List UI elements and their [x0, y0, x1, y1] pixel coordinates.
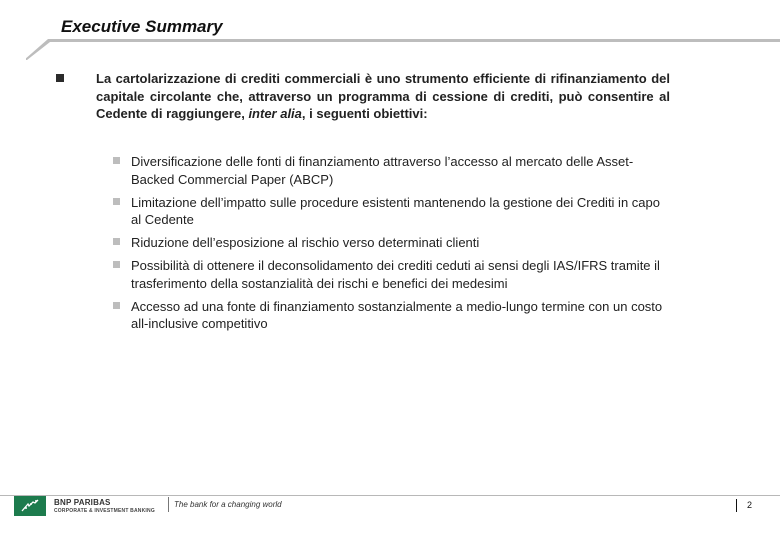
page-number: 2 — [747, 500, 753, 510]
brand-name: BNP PARIBAS — [54, 498, 111, 507]
bnp-stars-icon — [20, 499, 40, 513]
main-bullet-icon — [56, 74, 64, 82]
objective-text: Diversificazione delle fonti di finanziamento attraverso l’accesso al mercato delle Asset-Backed Commercial Paper (ABCP) — [131, 154, 634, 187]
objective-text: Limitazione dell’impatto sulle procedure esistenti mantenendo la gestione dei Crediti in capo al Cedente — [131, 194, 660, 227]
logo-divider — [168, 497, 169, 512]
objective-item — [113, 257, 673, 292]
bullet-icon — [113, 302, 120, 309]
page-separator — [736, 499, 737, 512]
division-name: CORPORATE & INVESTMENT BANKING — [54, 508, 155, 514]
bullet-icon — [113, 238, 120, 245]
objective-text: Accesso ad una fonte di finanziamento sostanzialmente a medio-lungo termine con un costo all-inclusive competitivo — [131, 298, 663, 331]
objective-item — [113, 153, 673, 188]
title-rule — [26, 38, 780, 60]
intro-paragraph — [96, 70, 670, 123]
objective-item — [113, 234, 673, 252]
objective-item — [113, 194, 673, 229]
objective-text: Riduzione dell’esposizione al rischio verso determinati clienti — [131, 235, 480, 250]
bullet-icon — [113, 261, 120, 268]
objective-text: Possibilità di ottenere il deconsolidamento dei crediti ceduti ai sensi degli IAS/IFRS tramite il trasferimento della sostanzialità dei rischi e benefici dei medesimi — [131, 258, 660, 291]
footer-rule — [0, 495, 780, 496]
page-title: Executive Summary — [61, 17, 223, 36]
bullet-icon — [113, 198, 120, 205]
intro-emphasis: inter alia — [248, 106, 302, 121]
tagline: The bank for a changing world — [174, 500, 282, 509]
bullet-icon — [113, 157, 120, 164]
intro-before: La cartolarizzazione di crediti commerciali è uno strumento efficiente di rifinanziamento del capitale circolante che, attraverso un programma di cessione di crediti, può consentire al Cedente di raggiungere, — [96, 71, 670, 121]
objectives-list — [113, 153, 673, 338]
intro-after: , i seguenti obiettivi: — [301, 106, 428, 121]
objective-item — [113, 298, 673, 333]
